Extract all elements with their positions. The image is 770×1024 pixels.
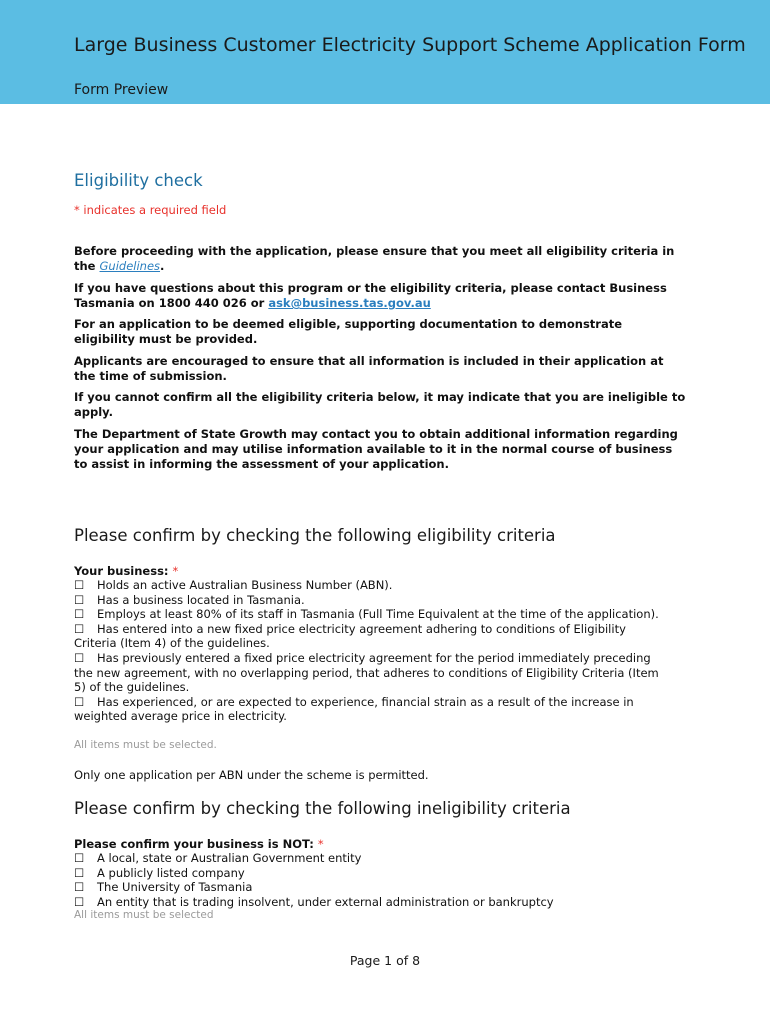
- contact-paragraph: If you have questions about this program or the eligibility criteria, please contact Business Tasmania on 1800 440 026 or ask@business.tas.gov.au: [74, 281, 667, 310]
- your-business-label: Your business: *: [74, 564, 179, 578]
- documentation-paragraph: For an application to be deemed eligible, supporting documentation to demonstrate eligibility must be provided.: [74, 317, 623, 346]
- eligibility-hint: All items must be selected.: [74, 739, 217, 751]
- submission-paragraph: Applicants are encouraged to ensure that all information is included in their application at the time of submission.: [74, 354, 664, 383]
- eligibility-criteria-item-label: Has previously entered a fixed price electricity agreement for the period immediately preceding the new agreement, with no overlapping period, that adheres to conditions of Eligibility Criteria (Item 5) of the guidelines.: [74, 650, 659, 695]
- eligibility-checklist: [74, 578, 664, 724]
- ineligibility-hint: All items must be selected: [74, 909, 214, 921]
- eligibility-criteria-item-label: Has a business located in Tasmania.: [97, 592, 305, 607]
- eligibility-criteria-item: [74, 593, 664, 608]
- form-subtitle: Form Preview: [74, 82, 169, 98]
- checkbox[interactable]: ☐: [74, 865, 85, 880]
- ineligibility-checklist: [74, 851, 664, 909]
- checkbox[interactable]: ☐: [74, 621, 85, 636]
- ineligibility-criteria-item-label: A local, state or Australian Government entity: [97, 851, 362, 865]
- header-banner: [0, 0, 770, 104]
- ineligibility-criteria-item: [74, 880, 664, 895]
- checkbox[interactable]: ☐: [74, 694, 85, 709]
- ineligible-paragraph: If you cannot confirm all the eligibility criteria below, it may indicate that you are ineligible to apply.: [74, 390, 686, 419]
- checkbox[interactable]: ☐: [74, 894, 85, 909]
- ineligibility-criteria-item: [74, 866, 664, 881]
- department-paragraph: The Department of State Growth may contact you to obtain additional information regarding your application and may utilise information available to it in the normal course of business to assist in informing the assessment of your application.: [74, 427, 678, 471]
- eligibility-criteria-item-label: Has experienced, or are expected to experience, financial strain as a result of the increase in weighted average price in electricity.: [74, 694, 634, 724]
- eligibility-criteria-item-label: Has entered into a new fixed price electricity agreement adhering to conditions of Eligibility Criteria (Item 4) of the guidelines.: [74, 621, 626, 651]
- abn-note: Only one application per ABN under the scheme is permitted.: [74, 768, 429, 782]
- eligibility-criteria-heading: Please confirm by checking the following eligibility criteria: [74, 526, 556, 545]
- ineligibility-criteria-item-label: The University of Tasmania: [97, 880, 253, 895]
- ineligibility-criteria-item-label: A publicly listed company: [97, 865, 245, 880]
- checkbox[interactable]: ☐: [74, 578, 85, 592]
- business-not-label: Please confirm your business is NOT: *: [74, 837, 324, 851]
- page-number: Page 1 of 8: [349, 953, 421, 968]
- ineligibility-criteria-item-label: An entity that is trading insolvent, under external administration or bankruptcy: [97, 894, 554, 909]
- eligibility-criteria-item-label: Employs at least 80% of its staff in Tasmania (Full Time Equivalent at the time of the application).: [97, 607, 659, 622]
- guidelines-paragraph: Before proceeding with the application, please ensure that you meet all eligibility criteria in the Guidelines.: [74, 244, 675, 273]
- eligibility-criteria-item: [74, 651, 664, 695]
- checkbox[interactable]: ☐: [74, 880, 85, 895]
- ineligibility-criteria-item: [74, 895, 664, 910]
- checkbox[interactable]: ☐: [74, 650, 85, 665]
- eligibility-criteria-item: [74, 578, 664, 593]
- required-star: *: [172, 564, 179, 578]
- ineligibility-criteria-item: [74, 851, 664, 866]
- checkbox[interactable]: ☐: [74, 851, 85, 865]
- required-field-note: * indicates a required field: [74, 203, 227, 217]
- ineligibility-criteria-heading: Please confirm by checking the following ineligibility criteria: [74, 799, 571, 818]
- eligibility-criteria-item: [74, 695, 664, 724]
- eligibility-heading: Eligibility check: [74, 171, 203, 190]
- eligibility-criteria-item-label: Holds an active Australian Business Number (ABN).: [97, 578, 393, 592]
- required-star: *: [317, 837, 324, 851]
- eligibility-criteria-item: [74, 607, 664, 622]
- guidelines-link[interactable]: Guidelines: [99, 259, 161, 273]
- email-link[interactable]: ask@business.tas.gov.au: [268, 296, 431, 310]
- eligibility-criteria-item: [74, 622, 664, 651]
- checkbox[interactable]: ☐: [74, 592, 85, 607]
- form-title: Large Business Customer Electricity Support Scheme Application Form: [74, 34, 746, 56]
- checkbox[interactable]: ☐: [74, 607, 85, 622]
